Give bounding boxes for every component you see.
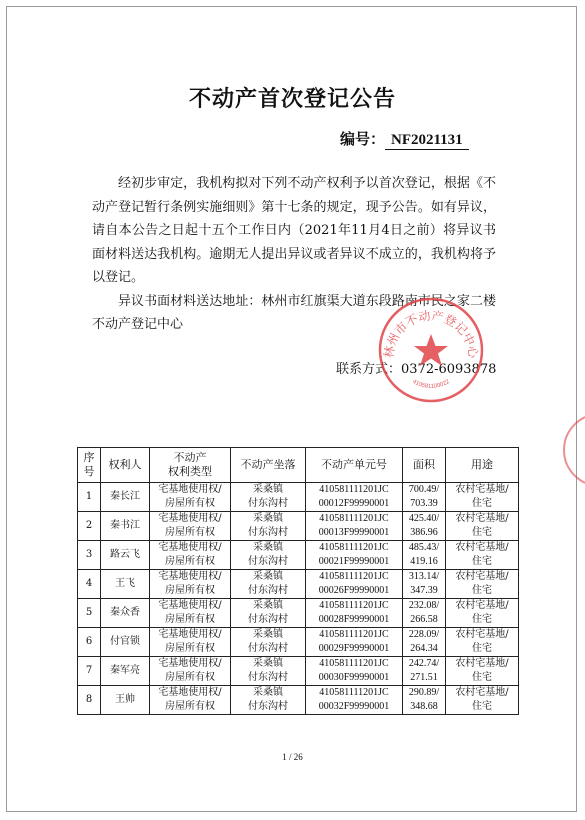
header-owner: 权利人: [101, 448, 150, 483]
row-index: 7: [78, 657, 101, 686]
usage: 农村宅基地/ 住宅: [446, 657, 519, 686]
announcement-address: 异议书面材料送达地址：林州市红旗渠大道东段路南市民之家二楼不动产登记中心: [92, 293, 496, 332]
usage: 农村宅基地/ 住宅: [446, 570, 519, 599]
unit-number: 410581111201JC 00021F99990001: [306, 541, 403, 570]
unit-number: 410581111201JC 00012F99990001: [306, 483, 403, 512]
right-type: 宅基地使用权/ 房屋所有权: [150, 599, 231, 628]
owner-name: 秦军亮: [101, 657, 150, 686]
right-type: 宅基地使用权/ 房屋所有权: [150, 628, 231, 657]
right-type: 宅基地使用权/ 房屋所有权: [150, 686, 231, 715]
owner-name: 秦长江: [101, 483, 150, 512]
document-number-value: NF2021131: [385, 132, 469, 150]
owner-name: 秦书江: [101, 512, 150, 541]
location: 采桑镇 付东沟村: [231, 570, 306, 599]
table-header-row: [78, 448, 519, 483]
table-row: [78, 599, 519, 628]
unit-number: 410581111201JC 00028F99990001: [306, 599, 403, 628]
usage: 农村宅基地/ 住宅: [446, 686, 519, 715]
location: 采桑镇 付东沟村: [231, 483, 306, 512]
table-row: [78, 570, 519, 599]
seal-ring-text: 林州市不动产登记中心: [381, 308, 481, 359]
area: 485.43/ 419.16: [403, 541, 446, 570]
owner-name: 王帅: [101, 686, 150, 715]
registration-table: [77, 447, 519, 715]
header-area: 面积: [403, 448, 446, 483]
location: 采桑镇 付东沟村: [231, 541, 306, 570]
header-usage: 用途: [446, 448, 519, 483]
header-location: 不动产坐落: [231, 448, 306, 483]
right-type: 宅基地使用权/ 房屋所有权: [150, 570, 231, 599]
location: 采桑镇 付东沟村: [231, 657, 306, 686]
row-index: 5: [78, 599, 101, 628]
owner-name: 路云飞: [101, 541, 150, 570]
table-row: [78, 512, 519, 541]
table-row: [78, 657, 519, 686]
right-type: 宅基地使用权/ 房屋所有权: [150, 541, 231, 570]
document-number-label: 编号：: [340, 130, 386, 148]
right-type: 宅基地使用权/ 房屋所有权: [150, 657, 231, 686]
right-type: 宅基地使用权/ 房屋所有权: [150, 512, 231, 541]
area: 228.09/ 264.34: [403, 628, 446, 657]
location: 采桑镇 付东沟村: [231, 628, 306, 657]
document-number: [340, 128, 469, 150]
row-index: 2: [78, 512, 101, 541]
usage: 农村宅基地/ 住宅: [446, 628, 519, 657]
location: 采桑镇 付东沟村: [231, 686, 306, 715]
owner-name: 付官锁: [101, 628, 150, 657]
official-seal: [377, 296, 485, 404]
seal-star-icon: [414, 334, 448, 366]
page-title: 不动产首次登记公告: [188, 87, 396, 112]
seal-serial: 410581100022: [411, 378, 451, 391]
announcement-paragraph: 经初步审定，我机构拟对下列不动产权利予以首次登记，根据《不动产登记暂行条例实施细则》第十七条的规定，现予公告。如有异议，请自本公告之日起十五个工作日内（2021年11月4日之前）将异议书面材料送达我机构。逾期无人提出异议或者异议不成立的，我机构将予以登记。: [92, 176, 496, 285]
area: 232.08/ 266.58: [403, 599, 446, 628]
unit-number: 410581111201JC 00026F99990001: [306, 570, 403, 599]
header-unit-number: 不动产单元号: [306, 448, 403, 483]
table-row: [78, 628, 519, 657]
header-right-type: 不动产 权利类型: [150, 448, 231, 483]
row-index: 1: [78, 483, 101, 512]
unit-number: 410581111201JC 00032F99990001: [306, 686, 403, 715]
unit-number: 410581111201JC 00030F99990001: [306, 657, 403, 686]
usage: 农村宅基地/ 住宅: [446, 599, 519, 628]
table-body: [78, 483, 519, 715]
location: 采桑镇 付东沟村: [231, 599, 306, 628]
row-index: 4: [78, 570, 101, 599]
unit-number: 410581111201JC 00013F99990001: [306, 512, 403, 541]
area: 700.49/ 703.39: [403, 483, 446, 512]
row-index: 6: [78, 628, 101, 657]
owner-name: 王飞: [101, 570, 150, 599]
row-index: 8: [78, 686, 101, 715]
row-index: 3: [78, 541, 101, 570]
area: 242.74/ 271.51: [403, 657, 446, 686]
table-row: [78, 541, 519, 570]
header-index: 序 号: [78, 448, 101, 483]
right-type: 宅基地使用权/ 房屋所有权: [150, 483, 231, 512]
usage: 农村宅基地/ 住宅: [446, 512, 519, 541]
contact-info: 联系方式：0372-6093878: [336, 362, 497, 377]
area: 290.89/ 348.68: [403, 686, 446, 715]
table-row: [78, 483, 519, 512]
table-row: [78, 686, 519, 715]
location: 采桑镇 付东沟村: [231, 512, 306, 541]
partial-seal-edge: [560, 410, 585, 490]
owner-name: 秦众香: [101, 599, 150, 628]
area: 425.40/ 386.96: [403, 512, 446, 541]
unit-number: 410581111201JC 00029F99990001: [306, 628, 403, 657]
usage: 农村宅基地/ 住宅: [446, 483, 519, 512]
page-number: 1 / 26: [282, 752, 303, 762]
usage: 农村宅基地/ 住宅: [446, 541, 519, 570]
area: 313.14/ 347.39: [403, 570, 446, 599]
